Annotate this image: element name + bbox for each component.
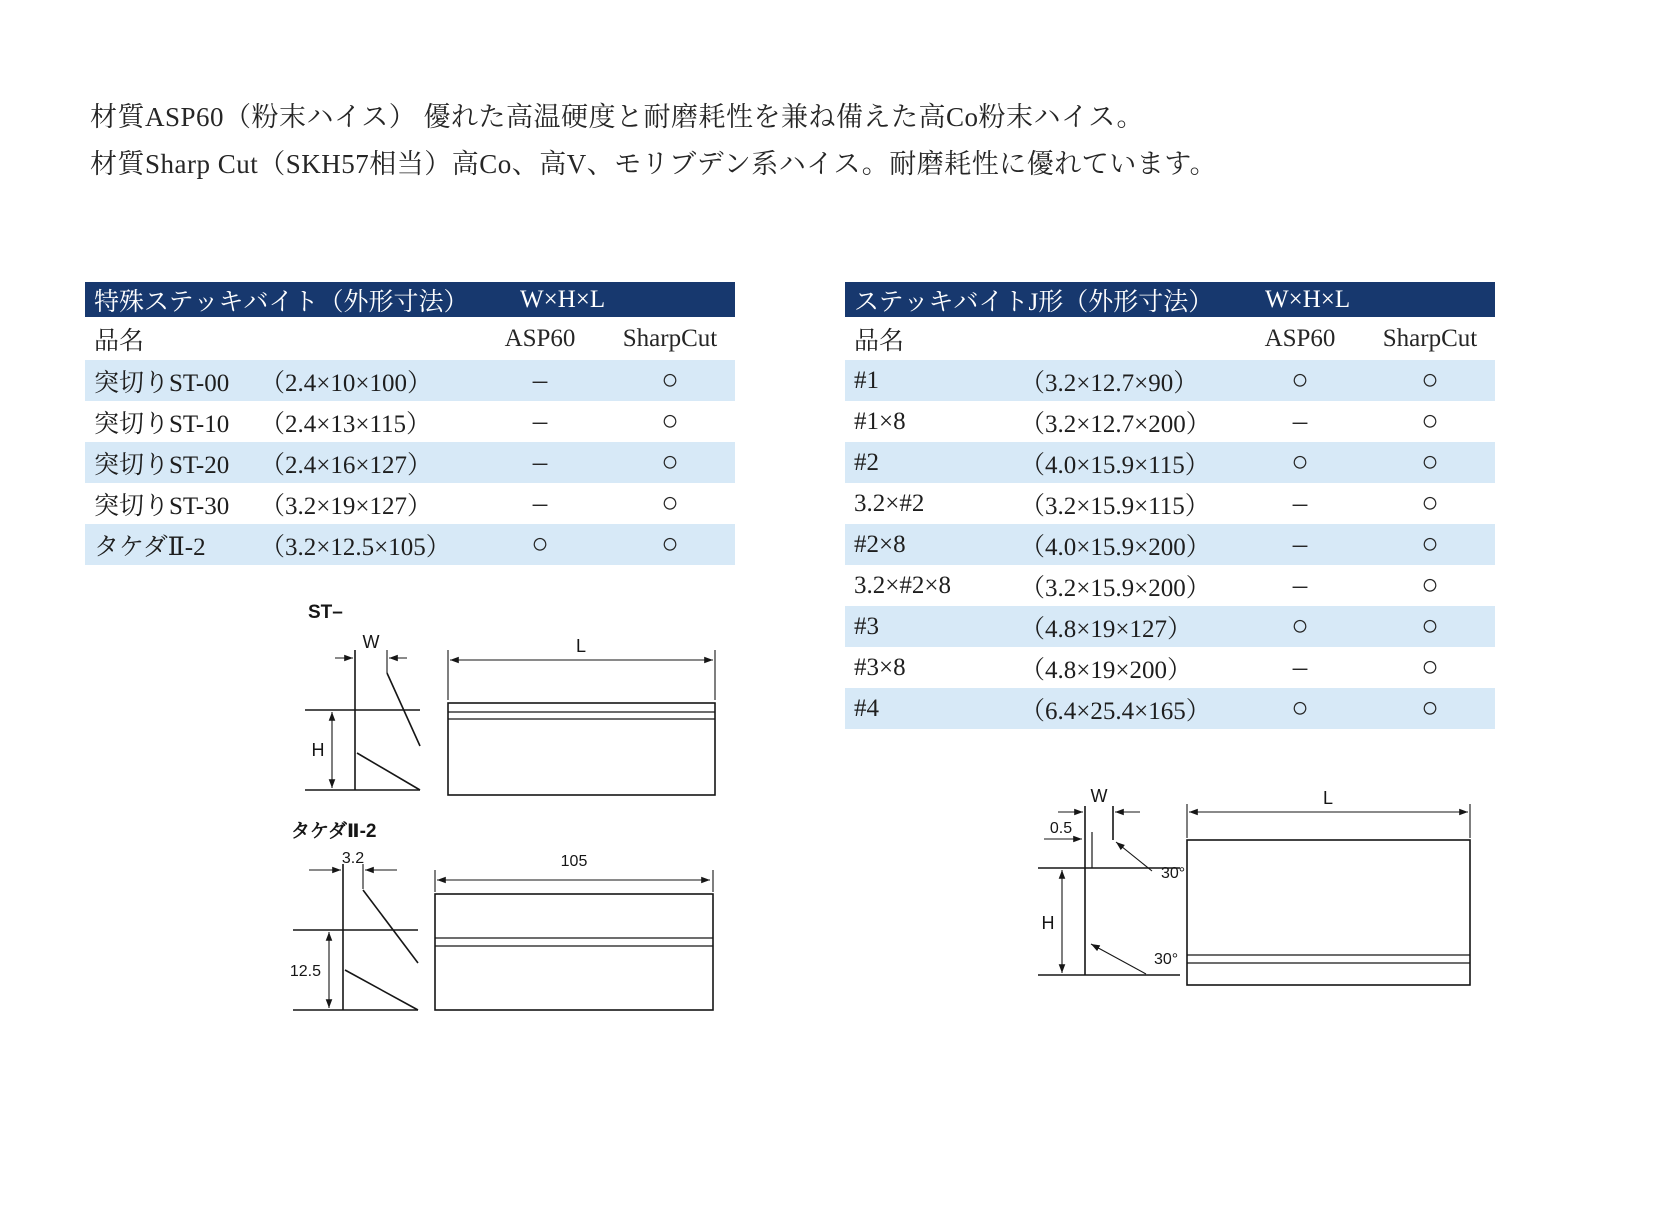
- table-whl-header: W×H×L: [520, 285, 606, 313]
- sharpcut-mark: ○: [661, 487, 679, 519]
- h-dimension-label: H: [311, 740, 325, 760]
- asp60-mark: –: [532, 487, 548, 519]
- special-stick-bite-table: [85, 282, 735, 565]
- sharpcut-mark: ○: [1421, 610, 1439, 642]
- w-dimension-label: W: [1090, 786, 1108, 806]
- product-dims: （2.4×10×100）: [260, 369, 432, 397]
- table-column-header: [845, 317, 1495, 360]
- sharpcut-mark: ○: [1421, 487, 1439, 519]
- sharpcut-mark: ○: [1421, 446, 1439, 478]
- product-dims: （4.8×19×200）: [1020, 656, 1192, 684]
- table-row: [85, 483, 735, 524]
- col-sharpcut: SharpCut: [1382, 324, 1478, 352]
- st-series-label: ST–: [308, 602, 343, 623]
- table-header: [845, 282, 1495, 317]
- product-name: #2×8: [854, 530, 906, 558]
- col-name: 品名: [94, 327, 145, 355]
- product-dims: （3.2×12.7×200）: [1020, 410, 1211, 438]
- w-dimension-label: 3.2: [341, 850, 365, 867]
- h-dimension-label: 12.5: [289, 963, 321, 980]
- l-dimension-label: L: [575, 636, 587, 656]
- product-dims: （3.2×15.9×200）: [1020, 574, 1211, 602]
- asp60-mark: –: [532, 364, 548, 396]
- table-row: [845, 565, 1495, 606]
- asp60-mark: –: [1292, 569, 1308, 601]
- st-blade-drawing: [290, 598, 735, 803]
- material-description: [90, 94, 1217, 188]
- asp60-mark: ○: [1291, 610, 1309, 642]
- material-line-asp60: 材質ASP60（粉末ハイス） 優れた高温硬度と耐磨耗性を兼ね備えた高Co粉末ハイス。: [90, 102, 1145, 132]
- sharpcut-mark: ○: [1421, 364, 1439, 396]
- table-column-header: [85, 317, 735, 360]
- product-dims: （3.2×12.7×90）: [1020, 369, 1199, 397]
- table-row: [85, 360, 735, 401]
- table-row: [845, 401, 1495, 442]
- sharpcut-mark: ○: [1421, 528, 1439, 560]
- offset-dimension-label: 0.5: [1049, 820, 1073, 837]
- j-side-view-lines: [1187, 804, 1470, 985]
- col-sharpcut: SharpCut: [622, 324, 718, 352]
- takeda-blade-drawing: [285, 818, 735, 1018]
- asp60-mark: ○: [1291, 364, 1309, 396]
- takeda-series-label: タケダⅡ-2: [291, 821, 377, 842]
- table-row: [845, 360, 1495, 401]
- product-name: #3: [854, 612, 879, 640]
- product-name: #1: [854, 366, 879, 394]
- asp60-mark: ○: [1291, 446, 1309, 478]
- asp60-mark: –: [1292, 487, 1308, 519]
- col-asp60: ASP60: [1264, 324, 1336, 352]
- takeda-cross-section-lines: [293, 864, 418, 1010]
- product-name: 3.2×#2×8: [854, 571, 951, 599]
- takeda-side-view-lines: [435, 870, 713, 1010]
- table-title: ステッキバイトJ形（外形寸法）: [854, 288, 1214, 316]
- asp60-mark: –: [1292, 528, 1308, 560]
- l-dimension-label: L: [1322, 788, 1334, 808]
- table-row: [85, 401, 735, 442]
- w-dimension-label: W: [362, 632, 380, 652]
- product-dims: （3.2×15.9×115）: [1020, 492, 1210, 520]
- table-row: [845, 483, 1495, 524]
- product-dims: （4.0×15.9×200）: [1020, 533, 1211, 561]
- product-name: #3×8: [854, 653, 906, 681]
- product-dims: （3.2×12.5×105）: [260, 533, 451, 561]
- j-type-stick-bite-table: [845, 282, 1495, 729]
- j-type-blade-drawing: [1030, 782, 1485, 1017]
- table-whl-header: W×H×L: [1265, 285, 1351, 313]
- table-row: [85, 524, 735, 565]
- product-name: #1×8: [854, 407, 906, 435]
- sharpcut-mark: ○: [1421, 692, 1439, 724]
- table-row: [85, 442, 735, 483]
- st-cross-section-lines: [305, 650, 420, 790]
- h-dimension-label: H: [1041, 913, 1055, 933]
- product-name: 突切りST-10: [94, 410, 230, 438]
- asp60-mark: ○: [531, 528, 549, 560]
- top-angle-label: 30°: [1161, 865, 1186, 882]
- product-name: #2: [854, 448, 879, 476]
- product-name: タケダⅡ-2: [94, 533, 206, 561]
- sharpcut-mark: ○: [661, 446, 679, 478]
- product-dims: （4.0×15.9×115）: [1020, 451, 1210, 479]
- asp60-mark: –: [532, 446, 548, 478]
- table-row: [845, 442, 1495, 483]
- asp60-mark: ○: [1291, 692, 1309, 724]
- sharpcut-mark: ○: [1421, 651, 1439, 683]
- sharpcut-mark: ○: [661, 528, 679, 560]
- col-name: 品名: [854, 327, 905, 355]
- product-name: #4: [854, 694, 879, 722]
- sharpcut-mark: ○: [1421, 569, 1439, 601]
- product-name: 突切りST-20: [94, 451, 230, 479]
- product-name: 3.2×#2: [854, 489, 925, 517]
- sharpcut-mark: ○: [1421, 405, 1439, 437]
- table-row: [845, 524, 1495, 565]
- table-row: [845, 647, 1495, 688]
- asp60-mark: –: [1292, 405, 1308, 437]
- product-name: 突切りST-00: [94, 369, 230, 397]
- table-row: [845, 606, 1495, 647]
- product-dims: （2.4×16×127）: [260, 451, 432, 479]
- asp60-mark: –: [532, 405, 548, 437]
- table-header: [85, 282, 735, 317]
- product-dims: （4.8×19×127）: [1020, 615, 1192, 643]
- product-dims: （3.2×19×127）: [260, 492, 432, 520]
- sharpcut-mark: ○: [661, 364, 679, 396]
- product-dims: （6.4×25.4×165）: [1020, 697, 1211, 725]
- sharpcut-mark: ○: [661, 405, 679, 437]
- material-line-sharpcut: 材質Sharp Cut（SKH57相当）高Co、高V、モリブデン系ハイス。耐磨耗性に優れています。: [90, 149, 1218, 179]
- bottom-angle-label: 30°: [1154, 951, 1179, 968]
- asp60-mark: –: [1292, 651, 1308, 683]
- table-row: [845, 688, 1495, 729]
- l-dimension-label: 105: [560, 853, 588, 870]
- product-name: 突切りST-30: [94, 492, 230, 520]
- table-title: 特殊ステッキバイト（外形寸法）: [94, 288, 469, 316]
- product-dims: （2.4×13×115）: [260, 410, 432, 438]
- st-side-view-lines: [448, 650, 715, 795]
- col-asp60: ASP60: [504, 324, 576, 352]
